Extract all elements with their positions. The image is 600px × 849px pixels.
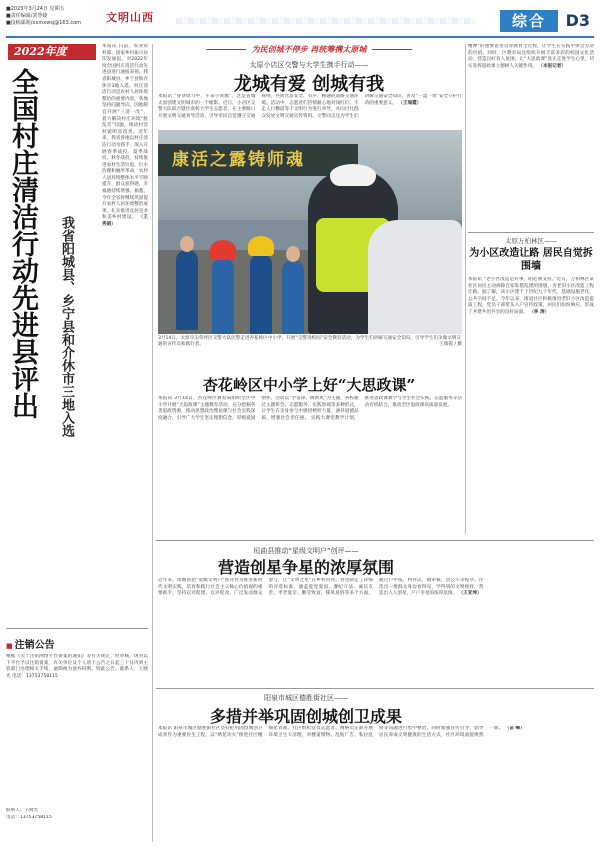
campaign-banner: 为民创城不停步 再统筹携太原城	[156, 44, 462, 56]
story1-kicker: 太原小店区交警与大学生携手行动——	[249, 61, 369, 69]
photo-student	[212, 258, 234, 334]
section-label: 综合	[500, 10, 558, 32]
story2-continued-text: 实践大课堂教学计划，推进思政课教学与学生社会实践、志愿服务等活动有机结合，推动全区思政课高质量发展。	[310, 396, 462, 421]
right-column-text: 精神”的重要论述贯穿教育全过程，让学生在实践中体会劳动的价值。同时，区教育局还组织开展丰富多彩的校园文化活动，营造良好育人氛围，让“大思政课”真正走进学生心里，切实发挥思政课立德树人关键作用。	[468, 44, 594, 69]
photo-student-head	[286, 246, 300, 262]
story1-body	[158, 94, 462, 128]
lead-kicker: 2022年度	[8, 44, 96, 60]
story1-body-text: 本报讯 “身穿绿马甲，手拿小黄旗”，这是省城太原创建文明城市的一个缩影。近日，小店区交警大队联合辖区高校大学生志愿者，在主要路口开展文明交通劝导活动，引导市民自觉遵守交通规则，共同营造安全、有序、畅通的道路交通环境。活动中，志愿者们热情耐心地对闯红灯、不走人行横道等不文明行为进行劝导，并向过往群众发放文明交通宣传资料。交警同志还为学生们讲解交通安全知识，普及“一盔一带”安全守护行动的重要意义。	[158, 94, 462, 119]
story4-author: （苗 峰）	[504, 726, 525, 731]
lower-divider	[156, 688, 594, 689]
photo-helmet	[248, 236, 274, 256]
photo-police-motorcycle	[368, 220, 462, 334]
story3-body-text: 近年来，垣曲县把“星级文明户”创评作为推进新时代文明实践、培育和践行社会主义核心价值观的重要抓手，坚持以评促建、以评促改，广泛发动群众参与，让“文明之星”在乡村闪亮。县里制定了详细的评选标准，涵盖爱党爱国、遵纪守法、诚信友善、孝老爱亲、勤劳致富、移风易俗等多个方面，通过户申报、村评议、镇审核、县公示等程序，评选出一批群众身边看得见、学得到的文明榜样，营造出人人创星、户户争星的浓厚氛围。	[158, 578, 484, 597]
photo-officer-cap	[330, 164, 376, 186]
story-wanbolin	[468, 236, 594, 467]
story2-body	[158, 396, 462, 536]
story1-headline: 龙城有爱 创城有我	[233, 74, 385, 95]
page-number: D3	[565, 11, 590, 30]
notice-body: 根据《关于注销网络平台备案的通知》等有关规定，经审核，现对以下平台予以注销备案，有关单位及个人请于公告之日起三十日内到主管部门办理相关手续，逾期视为放弃权利。特此公告。联系人：王晓光 电话：13753758115	[6, 654, 148, 679]
story2-body-text: 本报讯 3月14日，杏花岭区教育局组织全区中小学开展“大思政课”主题教育活动，充分挖掘各类思政资源，推动思想政治理论课与社会实践深度融合，引导广大学生坚定理想信念，厚植爱国情怀。活动以“学雷锋、树新风”为主题，各校通过主题班会、志愿服务、实践参观等多种形式，让学生在亲身参与中感悟榜样力量、涵养道德品质、增强社会责任感。	[158, 396, 359, 421]
wanbolin-body	[468, 277, 594, 467]
masthead	[6, 4, 594, 38]
lead-subheadline: 我省阳城县、乡宁县和介休市三地入选	[59, 216, 74, 437]
story4-headline: 多措并举巩固创城创卫成果	[209, 707, 402, 726]
meta-date: ■2023年3月24日 星期五	[6, 6, 65, 12]
story4-body	[158, 726, 594, 844]
meta-email: ■投稿邮箱/xxmxwsj@163.com	[6, 20, 82, 26]
news-photo	[158, 130, 462, 334]
photo-student	[250, 254, 272, 334]
photo-credit: 王瑞霞 / 摄	[439, 342, 462, 348]
wanbolin-author: （李 涛）	[529, 309, 550, 315]
story3-body	[158, 578, 594, 686]
cancellation-notice	[6, 636, 148, 841]
right-column-continued	[468, 44, 594, 230]
story4-body-text: 本报讯 阳泉市城区德胜街社区坚持把巩固创城创卫成果作为重要民生工程，以“绣花功夫”推进社区精细化管理。社区组织党员志愿者、网格员定期开展环境卫生大清理，对楼道堆物、乱贴广告、私拉乱接等问题进行集中整治，同时加强宣传引导，倡导居民养成文明健康的生活方式，社区环境面貌焕然一新。	[158, 726, 504, 738]
photo-student-head	[180, 236, 194, 252]
right-divider	[468, 232, 594, 233]
story2-headline: 杏花岭区中小学上好“大思政课”	[202, 376, 416, 394]
story3-headline: 营造创星争星的浓厚氛围	[217, 558, 394, 577]
masthead-meta	[6, 6, 96, 27]
lead-story	[6, 44, 148, 624]
lead-body	[102, 44, 148, 620]
photo-student	[176, 250, 198, 330]
photo-caption	[158, 336, 462, 348]
lead-author: （王秀娟）	[102, 215, 148, 228]
wanbolin-kicker: 太原万柏林区——	[505, 237, 557, 245]
lead-headline: 全国村庄清洁行动先进县评出	[7, 68, 38, 419]
lead-body-text: 本报讯 日前，农业农村部、国家乡村振兴局印发通报，对2022年度全国村庄清洁行动先进县进行通报表扬。我省阳城县、乡宁县和介休市3地入选。村庄清洁行动是农村人居环境整治的重要内容，各地坚持问题导向，因地制宜开展“三清一改”，着力解决村庄环境“脏乱差”问题，推动村容村貌明显改善。近年来，我省各地以村庄清洁行动为抓手，深入开展春季战役、夏季战役、秋冬战役，持续推进农村生活垃圾、污水治理和厕所革命，农村人居环境整体水平不断提升，群众获得感、幸福感持续增强。据悉，今年全省将继续巩固提升农村人居环境整治成果，扎实推进宜居宜业和美乡村建设。	[102, 44, 148, 221]
masthead-band	[176, 18, 476, 24]
story1-author: （王瑞霞）	[398, 100, 422, 106]
mid-divider	[156, 540, 594, 541]
column-rule-right	[465, 44, 466, 534]
column-rule-left	[152, 44, 153, 842]
photo-caption-text: 3月14日，太原市尖草坪区交警大队民警走进杏花岭区中小学，开展“交警进校园”安全教育活动，为学生们讲解交通安全知识，引导学生们争做文明交通的宣传员和践行者。	[158, 336, 461, 348]
story3-kicker: 垣曲县推动“星级文明户”创评——	[253, 547, 359, 555]
story3-author: （王亚坤）	[458, 591, 482, 597]
photo-school-sign: 康活之露铸师魂	[158, 144, 358, 176]
wanbolin-headline: 为小区改造让路 居民自觉拆围墙	[469, 248, 593, 272]
meta-editor: ■责任编辑/刘慧婕	[6, 13, 48, 19]
notice-title: ■ 注销公告	[6, 636, 148, 651]
lead-divider	[6, 628, 148, 629]
photo-helmet	[210, 240, 236, 260]
paper-logo: 文明山西	[106, 11, 154, 24]
notice-contact: 联系人：王晓光	[6, 808, 39, 813]
story4-kicker: 阳泉市城区德胜街社区——	[264, 694, 348, 702]
right-column-author: （本报记者）	[538, 63, 566, 69]
photo-student	[282, 260, 304, 334]
wanbolin-body-text: 本报讯 “老小区改造是好事，咱必须支持。”近日，万柏林区某社区居民主动拆除自家私搭乱建的围墙，为老旧小区改造工程让路。据了解，该小区建于上世纪九十年代，基础设施老化、公共空间不足。今年以来，街道社区积极推进老旧小区改造提质工程，党员干部带头入户宣传政策，居民们纷纷响应，形成了共建共治共享的良好局面。	[468, 277, 594, 315]
notice-phone: 电话：13753758115	[6, 814, 52, 820]
